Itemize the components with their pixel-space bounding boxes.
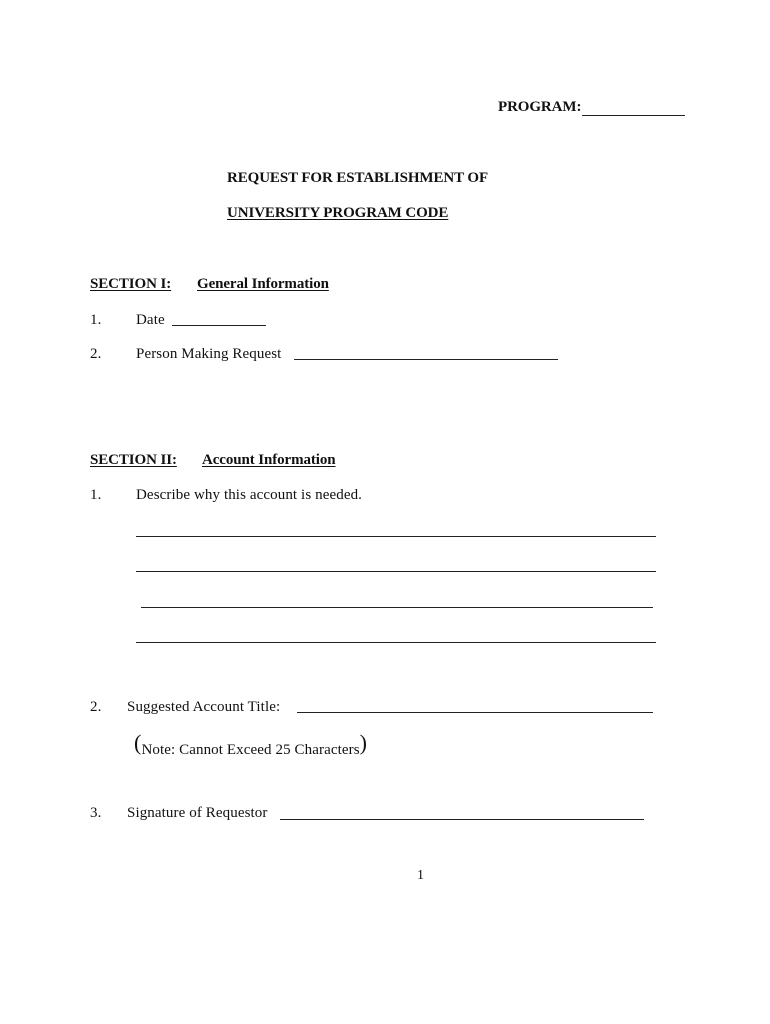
program-field[interactable]: [582, 115, 685, 116]
section2-item2-number: 2.: [90, 699, 102, 715]
section2-item1-number: 1.: [90, 487, 102, 503]
person-making-request-label: Person Making Request: [136, 346, 282, 362]
section2-title: Account Information: [202, 452, 336, 468]
account-title-label: Suggested Account Title:: [127, 699, 281, 715]
account-reason-line-4[interactable]: [136, 642, 656, 643]
date-label: Date: [136, 312, 165, 328]
person-making-request-field[interactable]: [294, 359, 558, 360]
page-number: 1: [417, 868, 425, 883]
signature-field[interactable]: [280, 819, 644, 820]
section2-item3-number: 3.: [90, 805, 102, 821]
section1-title: General Information: [197, 276, 329, 292]
section1-item1-number: 1.: [90, 312, 102, 328]
character-limit-note: [134, 730, 368, 758]
character-limit-note-text: Note: Cannot Exceed 25 Characters: [141, 742, 360, 758]
account-reason-label: Describe why this account is needed.: [136, 487, 363, 503]
section1-item2-number: 2.: [90, 346, 102, 362]
account-reason-line-1[interactable]: [136, 536, 656, 537]
open-paren: (: [134, 730, 142, 755]
section2-label: SECTION II:: [90, 452, 177, 468]
document-title-line1: REQUEST FOR ESTABLISHMENT OF: [227, 170, 489, 186]
document-title-line2: UNIVERSITY PROGRAM CODE: [227, 205, 449, 221]
account-reason-line-3[interactable]: [141, 607, 653, 608]
close-paren: ): [359, 730, 368, 755]
section1-label: SECTION I:: [90, 276, 172, 292]
account-title-field[interactable]: [297, 712, 653, 713]
date-field[interactable]: [172, 325, 266, 326]
signature-label: Signature of Requestor: [127, 805, 268, 821]
program-label: PROGRAM:: [498, 99, 582, 115]
account-reason-line-2[interactable]: [136, 571, 656, 572]
